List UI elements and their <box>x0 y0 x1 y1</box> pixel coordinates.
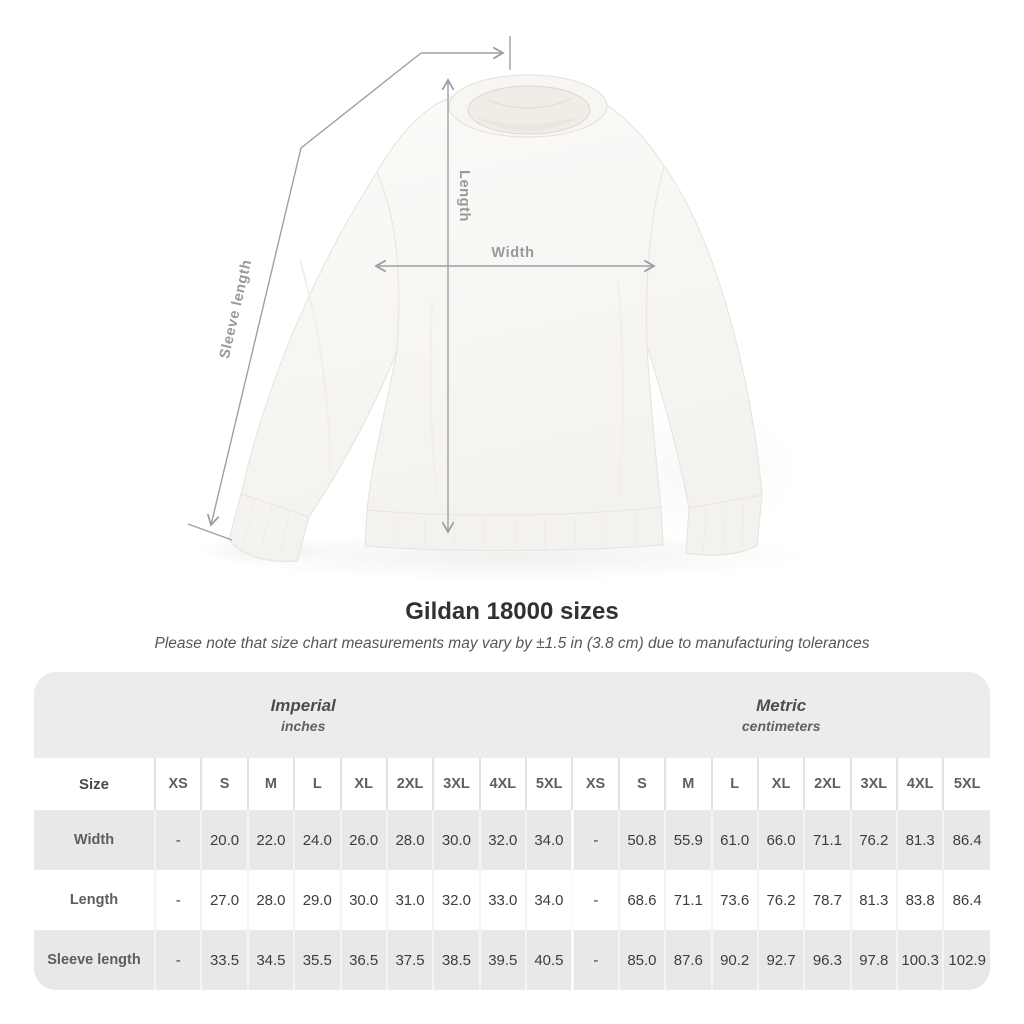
length-row <box>34 870 990 930</box>
size-header: 2XL <box>387 758 433 810</box>
value-cell: - <box>572 870 618 930</box>
value-cell: 39.5 <box>480 930 526 990</box>
value-cell: 76.2 <box>851 810 897 870</box>
size-header: 5XL <box>526 758 572 810</box>
size-header: M <box>665 758 711 810</box>
value-cell: 76.2 <box>758 870 804 930</box>
value-cell: 37.5 <box>387 930 433 990</box>
value-cell: 100.3 <box>897 930 943 990</box>
size-header: 3XL <box>851 758 897 810</box>
value-cell: 32.0 <box>433 870 479 930</box>
value-cell: 31.0 <box>387 870 433 930</box>
value-cell: 97.8 <box>851 930 897 990</box>
value-cell: - <box>155 930 201 990</box>
value-cell: 28.0 <box>248 870 294 930</box>
size-header: S <box>619 758 665 810</box>
value-cell: 22.0 <box>248 810 294 870</box>
length-measure-label: Length <box>456 170 472 222</box>
collar <box>449 75 607 137</box>
value-cell: 28.0 <box>387 810 433 870</box>
width-measure-label: Width <box>491 245 535 261</box>
value-cell: 85.0 <box>619 930 665 990</box>
value-cell: 92.7 <box>758 930 804 990</box>
size-header: M <box>248 758 294 810</box>
size-header: S <box>201 758 247 810</box>
size-header: L <box>294 758 340 810</box>
row-label-width: Width <box>34 810 155 870</box>
value-cell: 55.9 <box>665 810 711 870</box>
value-cell: 61.0 <box>712 810 758 870</box>
imperial-section-unit: inches <box>281 717 326 734</box>
metric-section-header <box>572 672 990 758</box>
value-cell: 40.5 <box>526 930 572 990</box>
value-cell: 24.0 <box>294 810 340 870</box>
tolerance-note: Please note that size chart measurements may vary by ±1.5 in (3.8 cm) due to manufacturing tolerances <box>154 635 870 652</box>
value-cell: 36.5 <box>341 930 387 990</box>
value-cell: 30.0 <box>433 810 479 870</box>
size-header: 3XL <box>433 758 479 810</box>
value-cell: 86.4 <box>943 810 990 870</box>
size-header-row <box>34 758 990 810</box>
size-header: L <box>712 758 758 810</box>
value-cell: 73.6 <box>712 870 758 930</box>
value-cell: 81.3 <box>851 870 897 930</box>
size-column-header: Size <box>34 758 155 810</box>
value-cell: - <box>155 870 201 930</box>
value-cell: 34.0 <box>526 870 572 930</box>
value-cell: 38.5 <box>433 930 479 990</box>
value-cell: - <box>572 930 618 990</box>
width-row <box>34 810 990 870</box>
value-cell: 66.0 <box>758 810 804 870</box>
sleeve-cuff-tick <box>188 524 232 540</box>
sleeve-length-measure-label: Sleeve length <box>216 257 256 361</box>
value-cell: 50.8 <box>619 810 665 870</box>
value-cell: 96.3 <box>804 930 850 990</box>
value-cell: 27.0 <box>201 870 247 930</box>
title-block <box>0 598 1024 653</box>
size-header: XS <box>572 758 618 810</box>
size-header: XL <box>758 758 804 810</box>
size-header: 2XL <box>804 758 850 810</box>
value-cell: 83.8 <box>897 870 943 930</box>
value-cell: 34.0 <box>526 810 572 870</box>
value-cell: 68.6 <box>619 870 665 930</box>
size-header: 5XL <box>943 758 990 810</box>
value-cell: 71.1 <box>665 870 711 930</box>
size-header: 4XL <box>480 758 526 810</box>
size-header: XL <box>341 758 387 810</box>
imperial-section-header <box>34 672 572 758</box>
value-cell: 29.0 <box>294 870 340 930</box>
row-label-length: Length <box>34 870 155 930</box>
unit-band-row <box>34 672 990 758</box>
value-cell: 33.0 <box>480 870 526 930</box>
page-title: Gildan 18000 sizes <box>405 598 619 625</box>
value-cell: 71.1 <box>804 810 850 870</box>
size-header: XS <box>155 758 201 810</box>
value-cell: 34.5 <box>248 930 294 990</box>
value-cell: 102.9 <box>943 930 990 990</box>
size-chart-table <box>34 672 990 990</box>
value-cell: 35.5 <box>294 930 340 990</box>
metric-section-unit: centimeters <box>741 717 821 734</box>
value-cell: 32.0 <box>480 810 526 870</box>
value-cell: 87.6 <box>665 930 711 990</box>
imperial-section-title: Imperial <box>270 695 336 715</box>
row-label-sleeve-length: Sleeve length <box>34 930 155 990</box>
value-cell: - <box>572 810 618 870</box>
value-cell: 86.4 <box>943 870 990 930</box>
size-header: 4XL <box>897 758 943 810</box>
size-chart-card <box>34 672 990 990</box>
value-cell: - <box>155 810 201 870</box>
value-cell: 30.0 <box>341 870 387 930</box>
value-cell: 20.0 <box>201 810 247 870</box>
value-cell: 33.5 <box>201 930 247 990</box>
sleeve-length-row <box>34 930 990 990</box>
value-cell: 90.2 <box>712 930 758 990</box>
value-cell: 81.3 <box>897 810 943 870</box>
value-cell: 26.0 <box>341 810 387 870</box>
metric-section-title: Metric <box>756 695 807 715</box>
value-cell: 78.7 <box>804 870 850 930</box>
